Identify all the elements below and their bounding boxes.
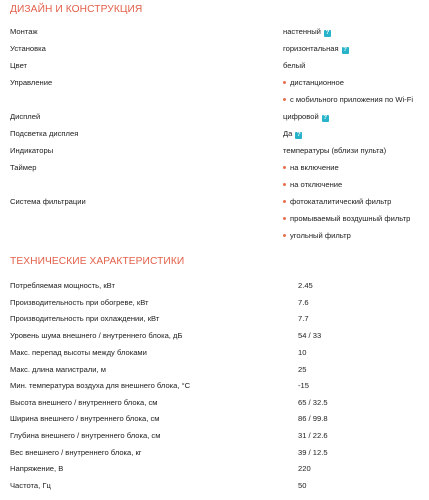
spec-row-voltage [0,464,429,481]
bullet-icon [283,217,286,220]
spec-row-installation [0,44,429,61]
list-item: с мобильного приложения по Wi-Fi [283,95,413,112]
spec-label: Система фильтрации [10,197,86,206]
bullet-icon [283,81,286,84]
spec-label: Монтаж [10,27,38,36]
spec-label: Мин. температура воздуха для внешнего блока, °С [10,381,191,390]
spec-value: 39 / 12.5 [298,448,328,457]
spec-row-depth [0,431,429,448]
spec-label: Напряжение, В [10,464,64,473]
spec-row-noise [0,331,429,348]
spec-label: Производительность при обогреве, кВт [10,298,149,307]
spec-value: 220 [298,464,311,473]
spec-row-mounting [0,27,429,44]
spec-label: Глубина внешнего / внутреннего блока, см [10,431,161,440]
section-title-tech: ТЕХНИЧЕСКИЕ ХАРАКТЕРИСТИКИ [10,256,185,267]
spec-value: 86 / 99.8 [298,414,328,423]
spec-value: 7.7 [298,314,309,323]
spec-value: настенный ? [283,27,330,36]
section-title-design: ДИЗАЙН И КОНСТРУКЦИЯ [10,4,143,15]
spec-value: горизонтальная ? [283,44,347,53]
bullet-icon [283,98,286,101]
bullet-icon [283,183,286,186]
list-item: на включение [283,163,342,180]
spec-label: Вес внешнего / внутреннего блока, кг [10,448,142,457]
spec-label: Индикаторы [10,146,54,155]
help-icon[interactable]: ? [343,47,347,53]
spec-label: Управление [10,78,53,87]
spec-label: Высота внешнего / внутреннего блока, см [10,398,158,407]
spec-label: Таймер [10,163,37,172]
spec-value: температуры (вблизи пульта) [283,146,387,155]
spec-value-list [283,163,342,197]
spec-value: 31 / 22.6 [298,431,328,440]
help-icon[interactable]: ? [323,115,328,121]
spec-value: -15 [298,381,309,390]
spec-label: Производительность при охлаждении, кВт [10,314,160,323]
spec-row-power [0,281,429,298]
bullet-icon [283,234,286,237]
spec-row-indicators [0,146,429,163]
spec-row-max-height-diff [0,348,429,365]
spec-row-cooling-capacity [0,314,429,331]
spec-value: белый [283,61,306,70]
bullet-icon [283,200,286,203]
spec-value: 25 [298,365,307,374]
spec-value: 65 / 32.5 [298,398,328,407]
spec-row-min-outdoor-temp [0,381,429,398]
spec-row-display-backlight [0,129,429,146]
list-item: фотокаталитический фильтр [283,197,410,214]
spec-row-filtration [0,197,429,248]
spec-value: 2.45 [298,281,313,290]
spec-label: Установка [10,44,46,53]
spec-row-frequency [0,481,429,498]
list-item: угольный фильтр [283,231,410,248]
spec-row-timer [0,163,429,197]
spec-value: цифровой ? [283,112,328,121]
spec-label: Макс. перепад высоты между блоками [10,348,147,357]
spec-label: Цвет [10,61,28,70]
spec-label: Частота, Гц [10,481,51,490]
spec-value: 7.6 [298,298,309,307]
spec-label: Макс. длина магистрали, м [10,365,106,374]
spec-label: Дисплей [10,112,41,121]
spec-label: Подсветка дисплея [10,129,79,138]
list-item: промываемый воздушный фильтр [283,214,410,231]
spec-row-heating-capacity [0,298,429,315]
list-item: дистанционное [283,78,413,95]
bullet-icon [283,166,286,169]
spec-value: Да ? [283,129,301,138]
help-icon[interactable]: ? [297,132,301,138]
spec-label: Уровень шума внешнего / внутреннего блока, дБ [10,331,183,340]
spec-row-height [0,398,429,415]
spec-label: Ширина внешнего / внутреннего блока, см [10,414,160,423]
spec-value: 50 [298,481,307,490]
spec-row-color [0,61,429,78]
spec-row-weight [0,448,429,465]
spec-row-control [0,78,429,112]
help-icon[interactable]: ? [325,30,330,36]
spec-label: Потребляемая мощность, кВт [10,281,115,290]
spec-row-display [0,112,429,129]
spec-value-list [283,78,413,112]
spec-value: 10 [298,348,307,357]
spec-value-list [283,197,410,248]
spec-value: 54 / 33 [298,331,322,340]
list-item: на отключение [283,180,342,197]
spec-row-width [0,414,429,431]
spec-row-max-pipe-length [0,365,429,382]
